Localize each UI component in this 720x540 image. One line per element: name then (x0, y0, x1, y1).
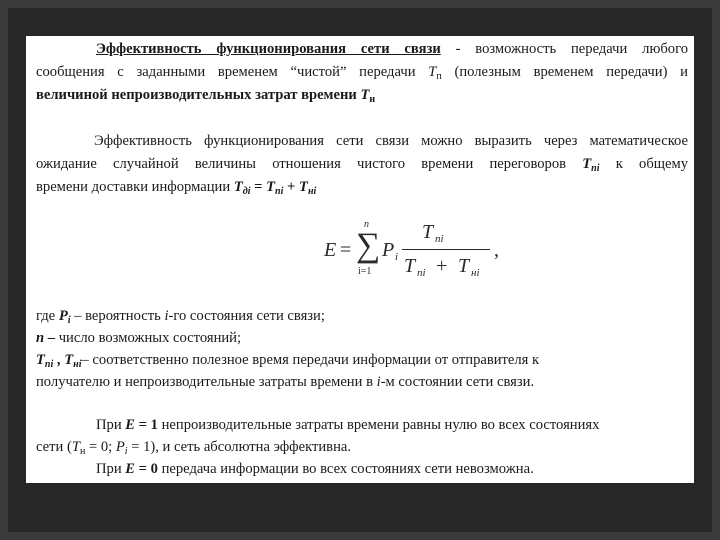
symbol-T: T (36, 352, 45, 368)
denominator-T1: T (404, 255, 416, 277)
subscript-pi: пi (275, 186, 284, 197)
frame-bottom (0, 532, 720, 540)
subscript-n: н (369, 94, 376, 105)
defs-line-1-c: -го состояния сети связи; (168, 308, 325, 324)
numerator-subscript: пi (435, 233, 444, 245)
symbol-T: T (428, 64, 437, 80)
p1-line-3 (36, 86, 688, 104)
defs-line-4 (36, 373, 688, 391)
sum-sign-icon: ∑ (356, 227, 381, 264)
defs-comma: , (53, 352, 65, 368)
p3-eq-0: = 0 (135, 461, 158, 477)
p3-line-2 (36, 438, 688, 456)
p2-line-2-a: ожидание случайной величины отношения чистого времени переговоров (36, 156, 583, 172)
document-page (26, 36, 694, 483)
p3-line-1-b: непроизводительные затраты времени равны нулю во всех состояниях (157, 417, 600, 433)
p3-line-1 (36, 416, 688, 434)
formula-P-subscript: i (395, 251, 399, 263)
p2-line-2-b: к общему (599, 156, 688, 172)
symbol-i: i (376, 374, 381, 390)
plus-sign: + (283, 179, 300, 195)
symbol-E: E (125, 417, 136, 433)
p3-eq-1: = 1 (135, 417, 158, 433)
denominator-subscript-2: нi (471, 267, 480, 279)
symbol-T: T (360, 87, 370, 103)
p3-line-2-c: = 1), и сеть абсолютна эффективна. (127, 439, 352, 455)
defs-line-3-b: – соответственно полезное время передачи информации от отправителя к (81, 352, 540, 368)
symbol-T: T (266, 179, 276, 195)
defs-line-1-b: – вероятность (70, 308, 165, 324)
p1-line-1 (36, 40, 688, 58)
p3-line-1-a: При (96, 417, 126, 433)
p2-line-2 (36, 155, 688, 173)
frame-right (712, 0, 720, 540)
p1-line-2-a: сообщения с заданными временем “чистой” передачи (36, 64, 429, 80)
defs-where: где (36, 308, 59, 324)
fraction-bar (402, 249, 490, 250)
subscript-pi: пi (591, 163, 600, 174)
p2-line-3-a: времени доставки информации (36, 179, 234, 195)
subscript-pi: пi (44, 359, 54, 370)
denominator-subscript-1: пi (417, 267, 426, 279)
p1-line-1-rest: - возможность передачи любого (440, 41, 688, 57)
defs-dash: – (44, 330, 59, 346)
denominator-plus: + (436, 255, 448, 277)
subscript-ni: нi (73, 359, 82, 370)
symbol-T: T (299, 179, 308, 195)
symbol-T: T (71, 439, 80, 455)
formula-P: P (382, 239, 395, 261)
defs-line-2 (36, 329, 688, 347)
symbol-T: T (233, 179, 243, 195)
efficiency-formula (324, 219, 504, 283)
frame-top (0, 0, 720, 8)
p2-line-1-text: Эффективность функционирования сети связи можно выразить через математическое (94, 133, 688, 149)
defs-line-3 (36, 351, 688, 369)
defs-line-2-b: число возможных состояний; (58, 330, 242, 346)
denominator-T2: T (458, 255, 470, 277)
sum-upper-limit: n (364, 219, 369, 230)
symbol-n: n (36, 330, 45, 346)
p1-line-2-b: (полезным временем передачи) и (441, 64, 688, 80)
subscript-i: i (67, 315, 71, 326)
frame-left (0, 0, 8, 540)
symbol-T: T (582, 156, 592, 172)
p2-line-3 (36, 178, 688, 196)
sum-lower-limit: i=1 (358, 266, 372, 277)
p1-line-3-a: величиной непроизводительных затрат времени (36, 87, 361, 103)
symbol-E: E (125, 461, 136, 477)
symbol-T: T (64, 352, 74, 368)
subscript-di: дi (242, 186, 251, 197)
formula-equals: = (340, 239, 352, 261)
numerator-T: T (422, 221, 434, 243)
defs-line-4-a: получателю и непроизводительные затраты времени в (36, 374, 377, 390)
formula-comma: , (494, 239, 499, 261)
p3-line-3-a: При (96, 461, 126, 477)
p3-line-2-a: сети ( (36, 439, 72, 455)
symbol-P: P (58, 308, 68, 324)
symbol-i: i (164, 308, 169, 324)
formula-E: E (324, 239, 337, 261)
p3-line-3-b: передача информации во всех состояниях сети невозможна. (157, 461, 534, 477)
subscript-p: п (436, 71, 442, 82)
subscript-ni: нi (307, 186, 317, 197)
defs-line-1 (36, 307, 688, 325)
equals-sign: = (250, 179, 267, 195)
subscript-i: i (124, 446, 128, 457)
defs-line-4-b: -м состоянии сети связи. (380, 374, 535, 390)
definition-term: Эффективность функционирования сети связи (96, 41, 441, 57)
p3-line-3 (36, 460, 688, 478)
p2-line-1 (36, 132, 688, 150)
subscript-n: н (79, 446, 86, 457)
p1-line-2 (36, 63, 688, 81)
p3-line-2-b: = 0; (85, 439, 116, 455)
symbol-P: P (115, 439, 125, 455)
